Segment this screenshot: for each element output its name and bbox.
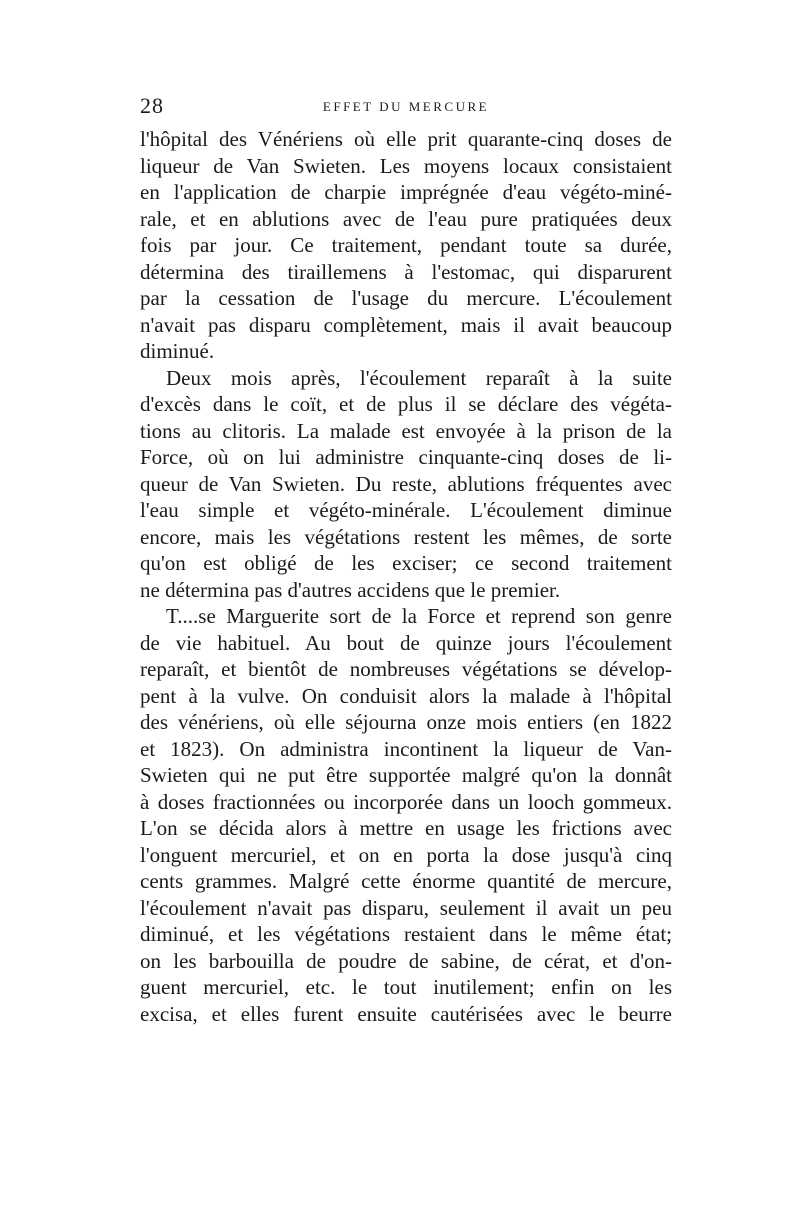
page-number: 28 [140,93,164,118]
text-line: pent à la vulve. On conduisit alors la malade à l'hôpital [140,683,672,708]
text-line: Deux mois après, l'écoulement reparaît à la suite [166,365,672,390]
text-line: guent mercuriel, etc. le tout inutilement; enfin on les [140,975,672,999]
text-line: d'excès dans le coït, et de plus il se déclare des végéta- [140,392,672,416]
text-line: liqueur de Van Swieten. Les moyens locaux consistaient [140,153,672,178]
text-line: en l'application de charpie imprégnée d'eau végéto-miné- [140,180,672,204]
text-line: Force, où on lui administre cinquante-cinq doses de li- [140,445,672,469]
text-line: qu'on est obligé de les exciser; ce second traitement [140,551,672,575]
body-text [140,126,672,1027]
running-head [140,93,672,123]
text-line: cents grammes. Malgré cette énorme quantité de mercure, [140,869,672,893]
text-line: L'on se décida alors à mettre en usage les frictions avec [140,816,672,840]
text-line: l'écoulement n'avait pas disparu, seulement il avait un peu [140,895,672,920]
running-title: EFFET DU MERCURE [322,99,490,114]
text-line: diminué. [140,339,215,363]
text-line: l'hôpital des Vénériens où elle prit quarante-cinq doses de [140,127,672,151]
text-line: l'eau simple et végéto-minérale. L'écoulement diminue [140,498,672,522]
text-line: T....se Marguerite sort de la Force et reprend son genre [166,604,672,628]
text-line: des vénériens, où elle séjourna onze mois entiers (en 1822 [140,710,672,734]
text-line: par la cessation de l'usage du mercure. L'écoulement [140,286,672,310]
text-line: fois par jour. Ce traitement, pendant toute sa durée, [140,233,672,257]
text-line: à doses fractionnées ou incorporée dans un looch gommeux. [140,789,672,814]
text-line: ne détermina pas d'autres accidens que le premier. [140,577,561,602]
text-line: encore, mais les végétations restent les mêmes, de sorte [140,524,672,549]
text-line: de vie habituel. Au bout de quinze jours l'écoulement [140,630,672,655]
text-line: Swieten qui ne put être supportée malgré qu'on la donnât [140,763,672,787]
text-line: reparaît, et bientôt de nombreuses végétations se dévelop- [140,657,672,681]
text-line: et 1823). On administra incontinent la liqueur de Van- [140,736,672,761]
text-line: queur de Van Swieten. Du reste, ablutions fréquentes avec [140,471,672,496]
text-line: l'onguent mercuriel, et on en porta la dose jusqu'à cinq [140,842,672,867]
text-line: diminué, et les végétations restaient dans le même état; [140,922,672,946]
text-line: rale, et en ablutions avec de l'eau pure pratiquées deux [140,206,672,231]
text-line: excisa, et elles furent ensuite cautérisées avec le beurre [140,1001,672,1026]
text-line: détermina des tiraillemens à l'estomac, qui disparurent [140,259,672,284]
text-line: tions au clitoris. La malade est envoyée à la prison de la [140,418,672,443]
text-line: n'avait pas disparu complètement, mais il avait beaucoup [140,312,672,337]
text-line: on les barbouilla de poudre de sabine, de cérat, et d'on- [140,948,672,973]
